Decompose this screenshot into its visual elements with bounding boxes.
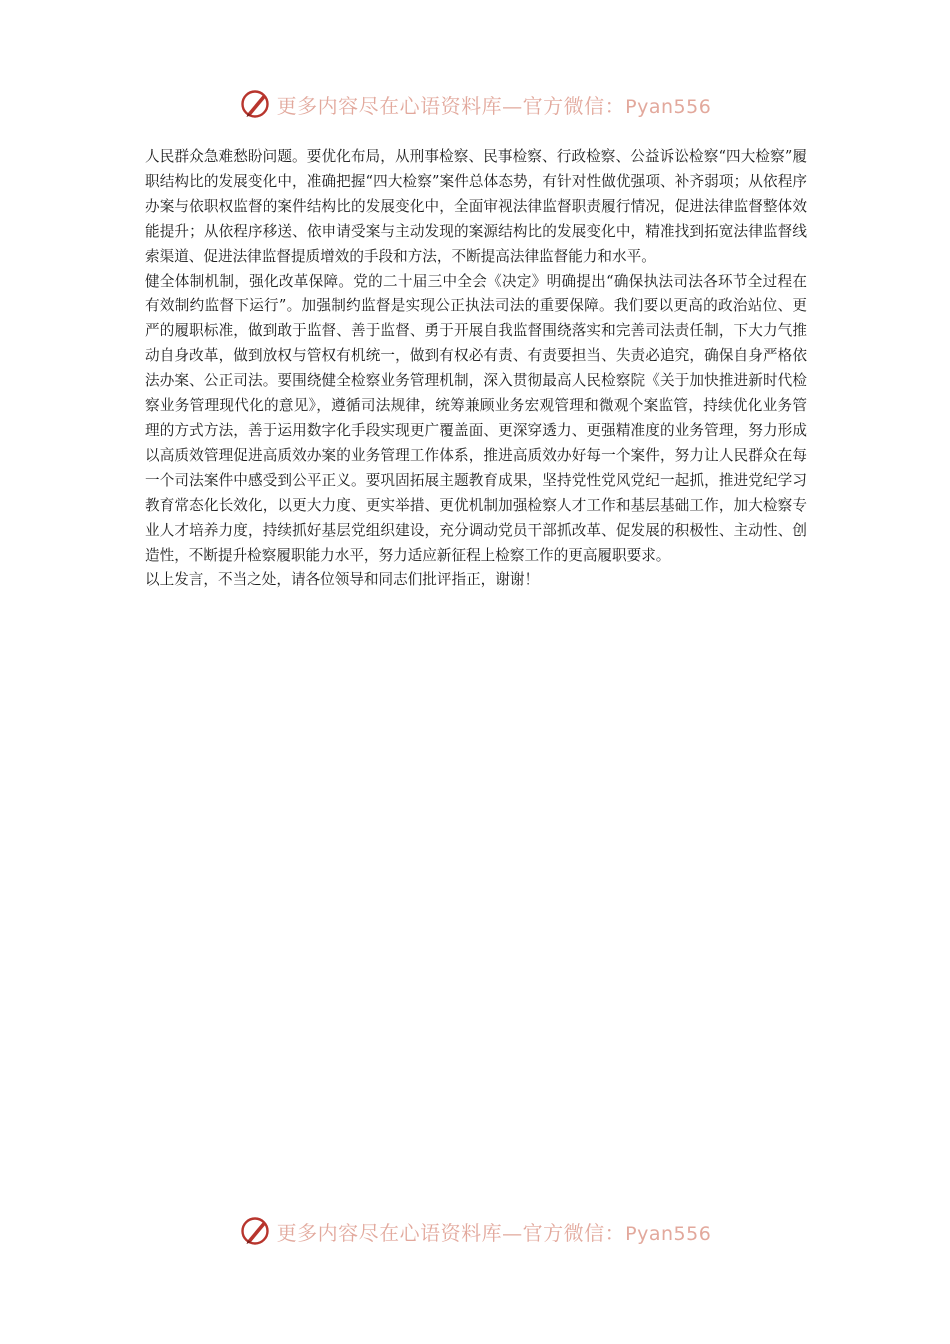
- pen-circle-logo-icon: [239, 1214, 273, 1248]
- paragraph: 健全体制机制，强化改革保障。党的二十届三中全会《决定》明确提出“确保执法司法各环节全过程在有效制约监督下运行”。加强制约监督是实现公正执法司法的重要保障。我们要以更高的政治站位、更严的履职标准，做到敢于监督、善于监督、勇于开展自我监督围绕落实和完善司法责任制，下大力气推动自身改革，做到放权与管权有机统一，做到有权必有责、有责要担当、失责必追究，确保自身严格依法办案、公正司法。要围绕健全检察业务管理机制，深入贯彻最高人民检察院《关于加快推进新时代检察业务管理现代化的意见》，遵循司法规律，统筹兼顾业务宏观管理和微观个案监管，持续优化业务管理的方式方法，善于运用数字化手段实现更广覆盖面、更深穿透力、更强精准度的业务管理，努力形成以高质效管理促进高质效办案的业务管理工作体系，推进高质效办好每一个案件，努力让人民群众在每一个司法案件中感受到公平正义。要巩固拓展主题教育成果，坚持党性党风党纪一起抓，推进党纪学习教育常态化长效化，以更大力度、更实举措、更优机制加强检察人才工作和基层基础工作，加大检察专业人才培养力度，持续抓好基层党组织建设，充分调动党员干部抓改革、促发展的积极性、主动性、创造性，不断提升检察履职能力水平，努力适应新征程上检察工作的更高履职要求。: [145, 272, 807, 564]
- header-banner: [0, 84, 950, 124]
- pen-circle-logo-icon: [239, 87, 273, 121]
- footer-banner: [0, 1211, 950, 1251]
- document-body: [145, 145, 807, 593]
- paragraph: 人民群众急难愁盼问题。要优化布局，从刑事检察、民事检察、行政检察、公益诉讼检察“四大检察”履职结构比的发展变化中，准确把握“四大检察”案件总体态势，有针对性做优强项、补齐弱项；从依程序办案与依职权监督的案件结构比的发展变化中，全面审视法律监督职责履行情况，促进法律监督整体效能提升；从依程序移送、依申请受案与主动发现的案源结构比的发展变化中，精准找到拓宽法律监督线索渠道、促进法律监督提质增效的手段和方法，不断提高法律监督能力和水平。: [145, 148, 807, 265]
- paragraph: 以上发言，不当之处，请各位领导和同志们批评指正，谢谢！: [145, 571, 540, 589]
- banner-text: 更多内容尽在心语资料库—官方微信：Pyan556: [276, 93, 712, 118]
- banner-text: 更多内容尽在心语资料库—官方微信：Pyan556: [276, 1220, 712, 1245]
